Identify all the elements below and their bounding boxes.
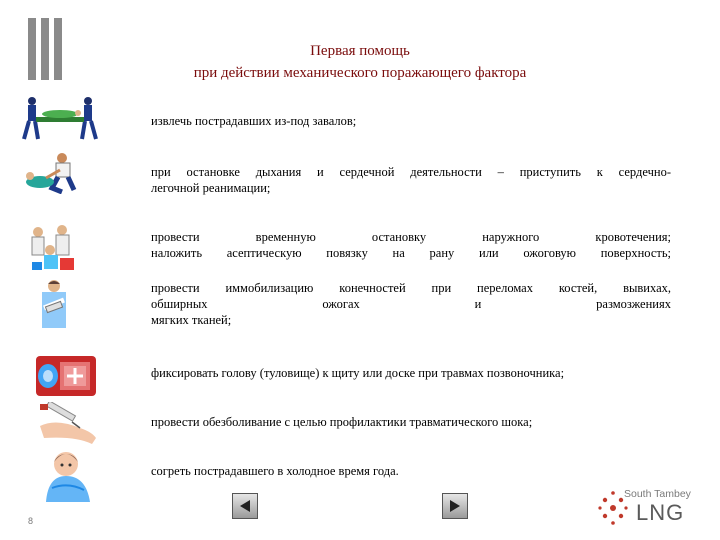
decor-bar-2 [41,18,49,80]
list-item-6 [151,414,671,430]
item-2-line-1: при остановке дыхания и сердечной деятельности – приступить к сердечно- [151,165,671,179]
page-title [120,40,600,84]
list-item-2 [151,164,671,196]
next-slide-button[interactable] [442,493,468,519]
arm-immobilization-icon [34,278,74,330]
stretcher-carriers-icon [18,95,100,141]
list-item-5 [151,365,671,381]
logo-lng-text: LNG [636,500,685,525]
triangle-left-icon [237,498,253,514]
logo-company-name: South Tambey [624,488,691,500]
decor-bar-1 [28,18,36,80]
injection-icon [36,402,100,446]
previous-slide-button[interactable] [232,493,258,519]
item-4-line-2: обширных ожогах и размозжениях [151,297,671,311]
triangle-right-icon [447,498,463,514]
spine-board-icon [34,352,98,398]
item-4-line-1: провести иммобилизацию конечностей при переломах костей, вывихах, [151,281,671,295]
item-6-line-1: провести обезболивание с целью профилактики травматического шока; [151,415,533,429]
title-line-1: Первая помощь [310,43,410,59]
item-5-line-1: фиксировать голову (туловище) к щиту или доске при травмах позвоночника; [151,366,565,380]
list-item-1 [151,113,671,129]
warming-victim-icon [40,448,98,504]
item-4-line-3: мягких тканей; [151,313,232,327]
decor-bar-3 [54,18,62,80]
list-item-4 [151,280,671,328]
list-item-7 [151,463,671,479]
company-logo [596,486,708,532]
title-line-2: при действии механического поражающего фактора [193,65,527,81]
item-3-line-1: провести временную остановку наружного кровотечения; [151,230,671,244]
item-2-line-2: легочной реанимации; [151,181,271,195]
cpr-icon [22,152,82,194]
item-3-line-2: наложить асептическую повязку на рану или ожоговую поверхность; [151,246,671,260]
page-number: 8 [28,516,34,526]
item-7-line-1: согреть пострадавшего в холодное время года. [151,464,399,478]
medics-bandaging-icon [26,222,78,274]
list-item-3 [151,229,671,261]
item-1-line-1: извлечь пострадавших из-под завалов; [151,114,357,128]
